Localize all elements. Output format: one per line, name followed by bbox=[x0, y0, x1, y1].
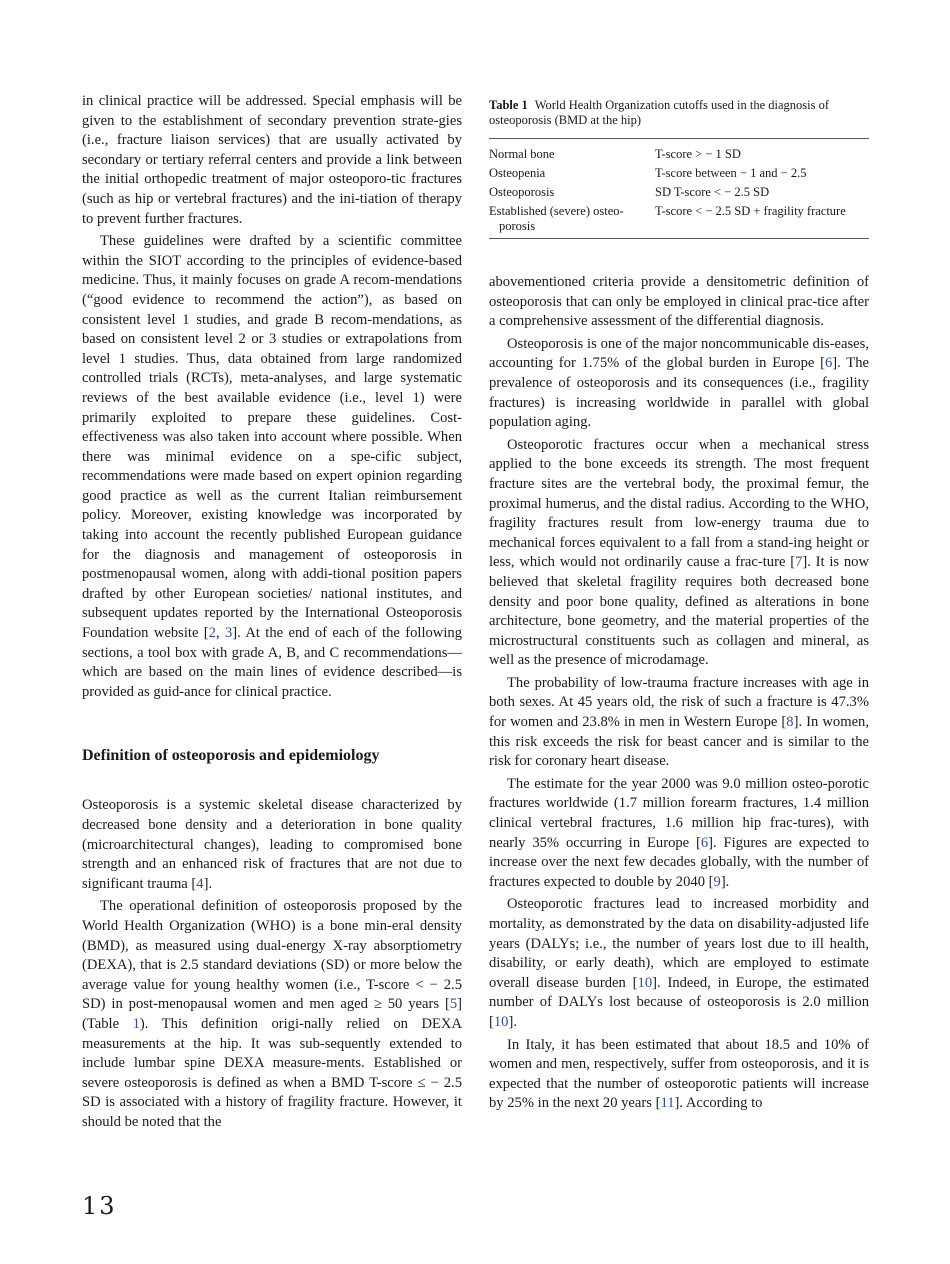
citation-link[interactable]: 4 bbox=[196, 875, 204, 892]
paragraph: In Italy, it has been estimated that about 18.5 and 10% of women and men, respectively, suffer from osteoporosis, and it is expected that the number of osteoporotic patients will increase by 25% in the next 20 years [11]. According to bbox=[489, 1036, 869, 1112]
table-row bbox=[489, 202, 869, 239]
citation-link[interactable]: 3 bbox=[224, 625, 233, 642]
paragraph: in clinical practice will be addressed. Special emphasis will be given to the establishment of secondary prevention strate-gies (i.e., fracture liaison services) that are usually activated by secondary or tertiary referral centers and provide a link between the initial orthopedic treatment of major osteoporo-tic fractures (such as hip or vertebral fractures) and the ini-tiation of therapy to prevent further fractures. bbox=[82, 93, 462, 227]
paragraph: The probability of low-trauma fracture increases with age in both sexes. At 45 years old, the risk of such a fracture is 47.3% for women and 23.8% in men in Western Europe [8]. In women, this risk exceeds the risk for beast cancer and is similar to the risk for coronary heart disease. bbox=[489, 674, 869, 770]
criterion-cell: T-score < − 2.5 SD + fragility fracture bbox=[655, 204, 846, 218]
paragraph: The estimate for the year 2000 was 9.0 million osteo-porotic fractures worldwide (1.7 million forearm fractures, 1.4 million clinical vertebral fractures, 1.6 million hip frac-tures), with nearly 35% occurring in Europe [6]. Figures are expected to increase over the next few decades globally, with the number of fractures expected to double by 2040 [9]. bbox=[489, 775, 869, 890]
table-label: Table 1 bbox=[489, 98, 528, 112]
section-heading: Definition of osteoporosis and epidemiology bbox=[82, 747, 380, 765]
criterion-cell: SD T-score < − 2.5 SD bbox=[655, 185, 770, 199]
category-cell: Established (severe) osteo- porosis bbox=[489, 204, 624, 233]
table-1 bbox=[489, 98, 869, 239]
citation-link[interactable]: 6 bbox=[700, 834, 709, 851]
table-row bbox=[489, 183, 869, 202]
criterion-cell: T-score between − 1 and − 2.5 bbox=[655, 166, 807, 180]
paragraph: Osteoporotic fractures lead to increased morbidity and mortality, as demonstrated by the data on disability-adjusted life years (DALYs; i.e., the number of years lost due to ill health, disability, or early death), which are employed to estimate overall disease burden [10]. Indeed, in Europe, the estimated number of DALYs lost because of osteoporosis is 2.0 million [10]. bbox=[489, 896, 870, 1030]
paragraph: The operational definition of osteoporosis proposed by the World Health Organization (WHO) is a bone min-eral density (BMD), as measured using dual-energy X-ray absorptiometry (DEXA), that is 2.5 standard deviations (SD) or more below the average value for young healthy women (i.e., T-score < − 2.5 SD) in post-menopausal women and men aged ≥ 50 years [5] (Table 1). This definition origi-nally relied on DEXA measurements at the hip. It was sub-sequently extended to include lumbar spine DEXA measure-ments. Established or severe osteoporosis is defined as when a BMD T-score ≤ − 2.5 SD is associated with a history of fragility fracture. However, it should be noted that the bbox=[82, 898, 462, 1130]
citation-link[interactable]: 11 bbox=[660, 1095, 675, 1112]
table-row bbox=[489, 164, 869, 183]
category-cell: Normal bone bbox=[489, 147, 555, 161]
paragraph: Osteoporosis is a systemic skeletal disease characterized by decreased bone density and a deterioration in bone quality (microarchitectural changes), leading to compromised bone strength and an enhanced risk of fractures that are not due to significant trauma [4]. bbox=[82, 797, 462, 892]
criterion-cell: T-score > − 1 SD bbox=[655, 147, 741, 161]
citation-link[interactable]: 5 bbox=[449, 996, 458, 1013]
paragraph: These guidelines were drafted by a scientific committee within the SIOT according to the principles of evidence-based medicine. Thus, it mainly focuses on grade A recom-mendations (“good evidence to recommend the action”), as based on consistent level 1 studies, and grade B recom-mendations, as based on consistent level 2 or 3 studies or extrapolations from level 1 studies. Thus, data obtained from large randomized controlled trials (RCTs), meta-analyses, and large systematic reviews of the best available evidence (i.e., level 1) were primarily exploited to prepare these guidelines. Cost-effectiveness was also taken into account where possible. When there was minimal evidence on a spe-cific subject, recommendations were made based on expert opinion regarding good practice as well as the current Italian reimbursement policy. Moreover, existing knowledge was incorporated by taking into account the recently published European guidance for the diagnosis and management of osteoporosis in postmenopausal women, along with addi-tional position papers drafted by other European societies/ national institutes, and subsequent updates reported by the International Osteoporosis Foundation website [2, 3]. At the end of each of the following sections, a tool box with grade A, B, and C recommendations—which are based on the main lines of evidence described—is provided as guid-ance for clinical practice. bbox=[82, 233, 462, 700]
page-mark: 13 bbox=[82, 1192, 117, 1220]
citation-link[interactable]: 7 bbox=[795, 554, 803, 571]
citation-link[interactable]: 6 bbox=[824, 355, 833, 372]
paragraph: Osteoporotic fractures occur when a mechanical stress applied to the bone exceeds its strength. The most frequent fracture sites are the vertebral body, the proximal femur, the proximal humerus, and the distal radius. According to the WHO, fragility fractures result from low-energy trauma due to mechanical forces equivalent to a fall from a stand-ing height or less, which would not ordinarily cause a frac-ture [7]. It is now believed that skeletal fragility requires both decreased bone density and poor bone quality, defined as alterations in bone architecture, bone geometry, and the material properties of the microstructural constituents such as collagen and mineral, as well as the presence of microdamage. bbox=[489, 436, 869, 669]
left-column bbox=[82, 92, 462, 1133]
paragraph: abovementioned criteria provide a densitometric definition of osteoporosis that can only be employed in clinical prac-tice after a comprehensive assessment of the differential diagnosis. bbox=[489, 274, 869, 330]
citation-link[interactable]: 2 bbox=[208, 625, 216, 642]
table-caption bbox=[489, 98, 869, 128]
category-cell: Osteopenia bbox=[489, 166, 546, 180]
citation-link[interactable]: 10 bbox=[637, 974, 653, 991]
citation-link[interactable]: 8 bbox=[786, 714, 794, 731]
table-row bbox=[489, 139, 869, 165]
table-caption-text: World Health Organization cutoffs used in the diagnosis of osteoporosis (BMD at the hip) bbox=[489, 98, 830, 127]
who-cutoffs-table bbox=[489, 138, 869, 239]
right-column bbox=[489, 92, 869, 1114]
category-cell: Osteoporosis bbox=[489, 185, 555, 199]
table-link[interactable]: 1 bbox=[132, 1015, 140, 1032]
citation-link[interactable]: 10 bbox=[493, 1013, 509, 1030]
paragraph: Osteoporosis is one of the major noncommunicable dis-eases, accounting for 1.75% of the global burden in Europe [6]. The prevalence of osteoporosis and its consequences (i.e., fragility fractures) is increasing worldwide in parallel with global population aging. bbox=[489, 335, 869, 431]
citation-link[interactable]: 9 bbox=[713, 873, 721, 890]
